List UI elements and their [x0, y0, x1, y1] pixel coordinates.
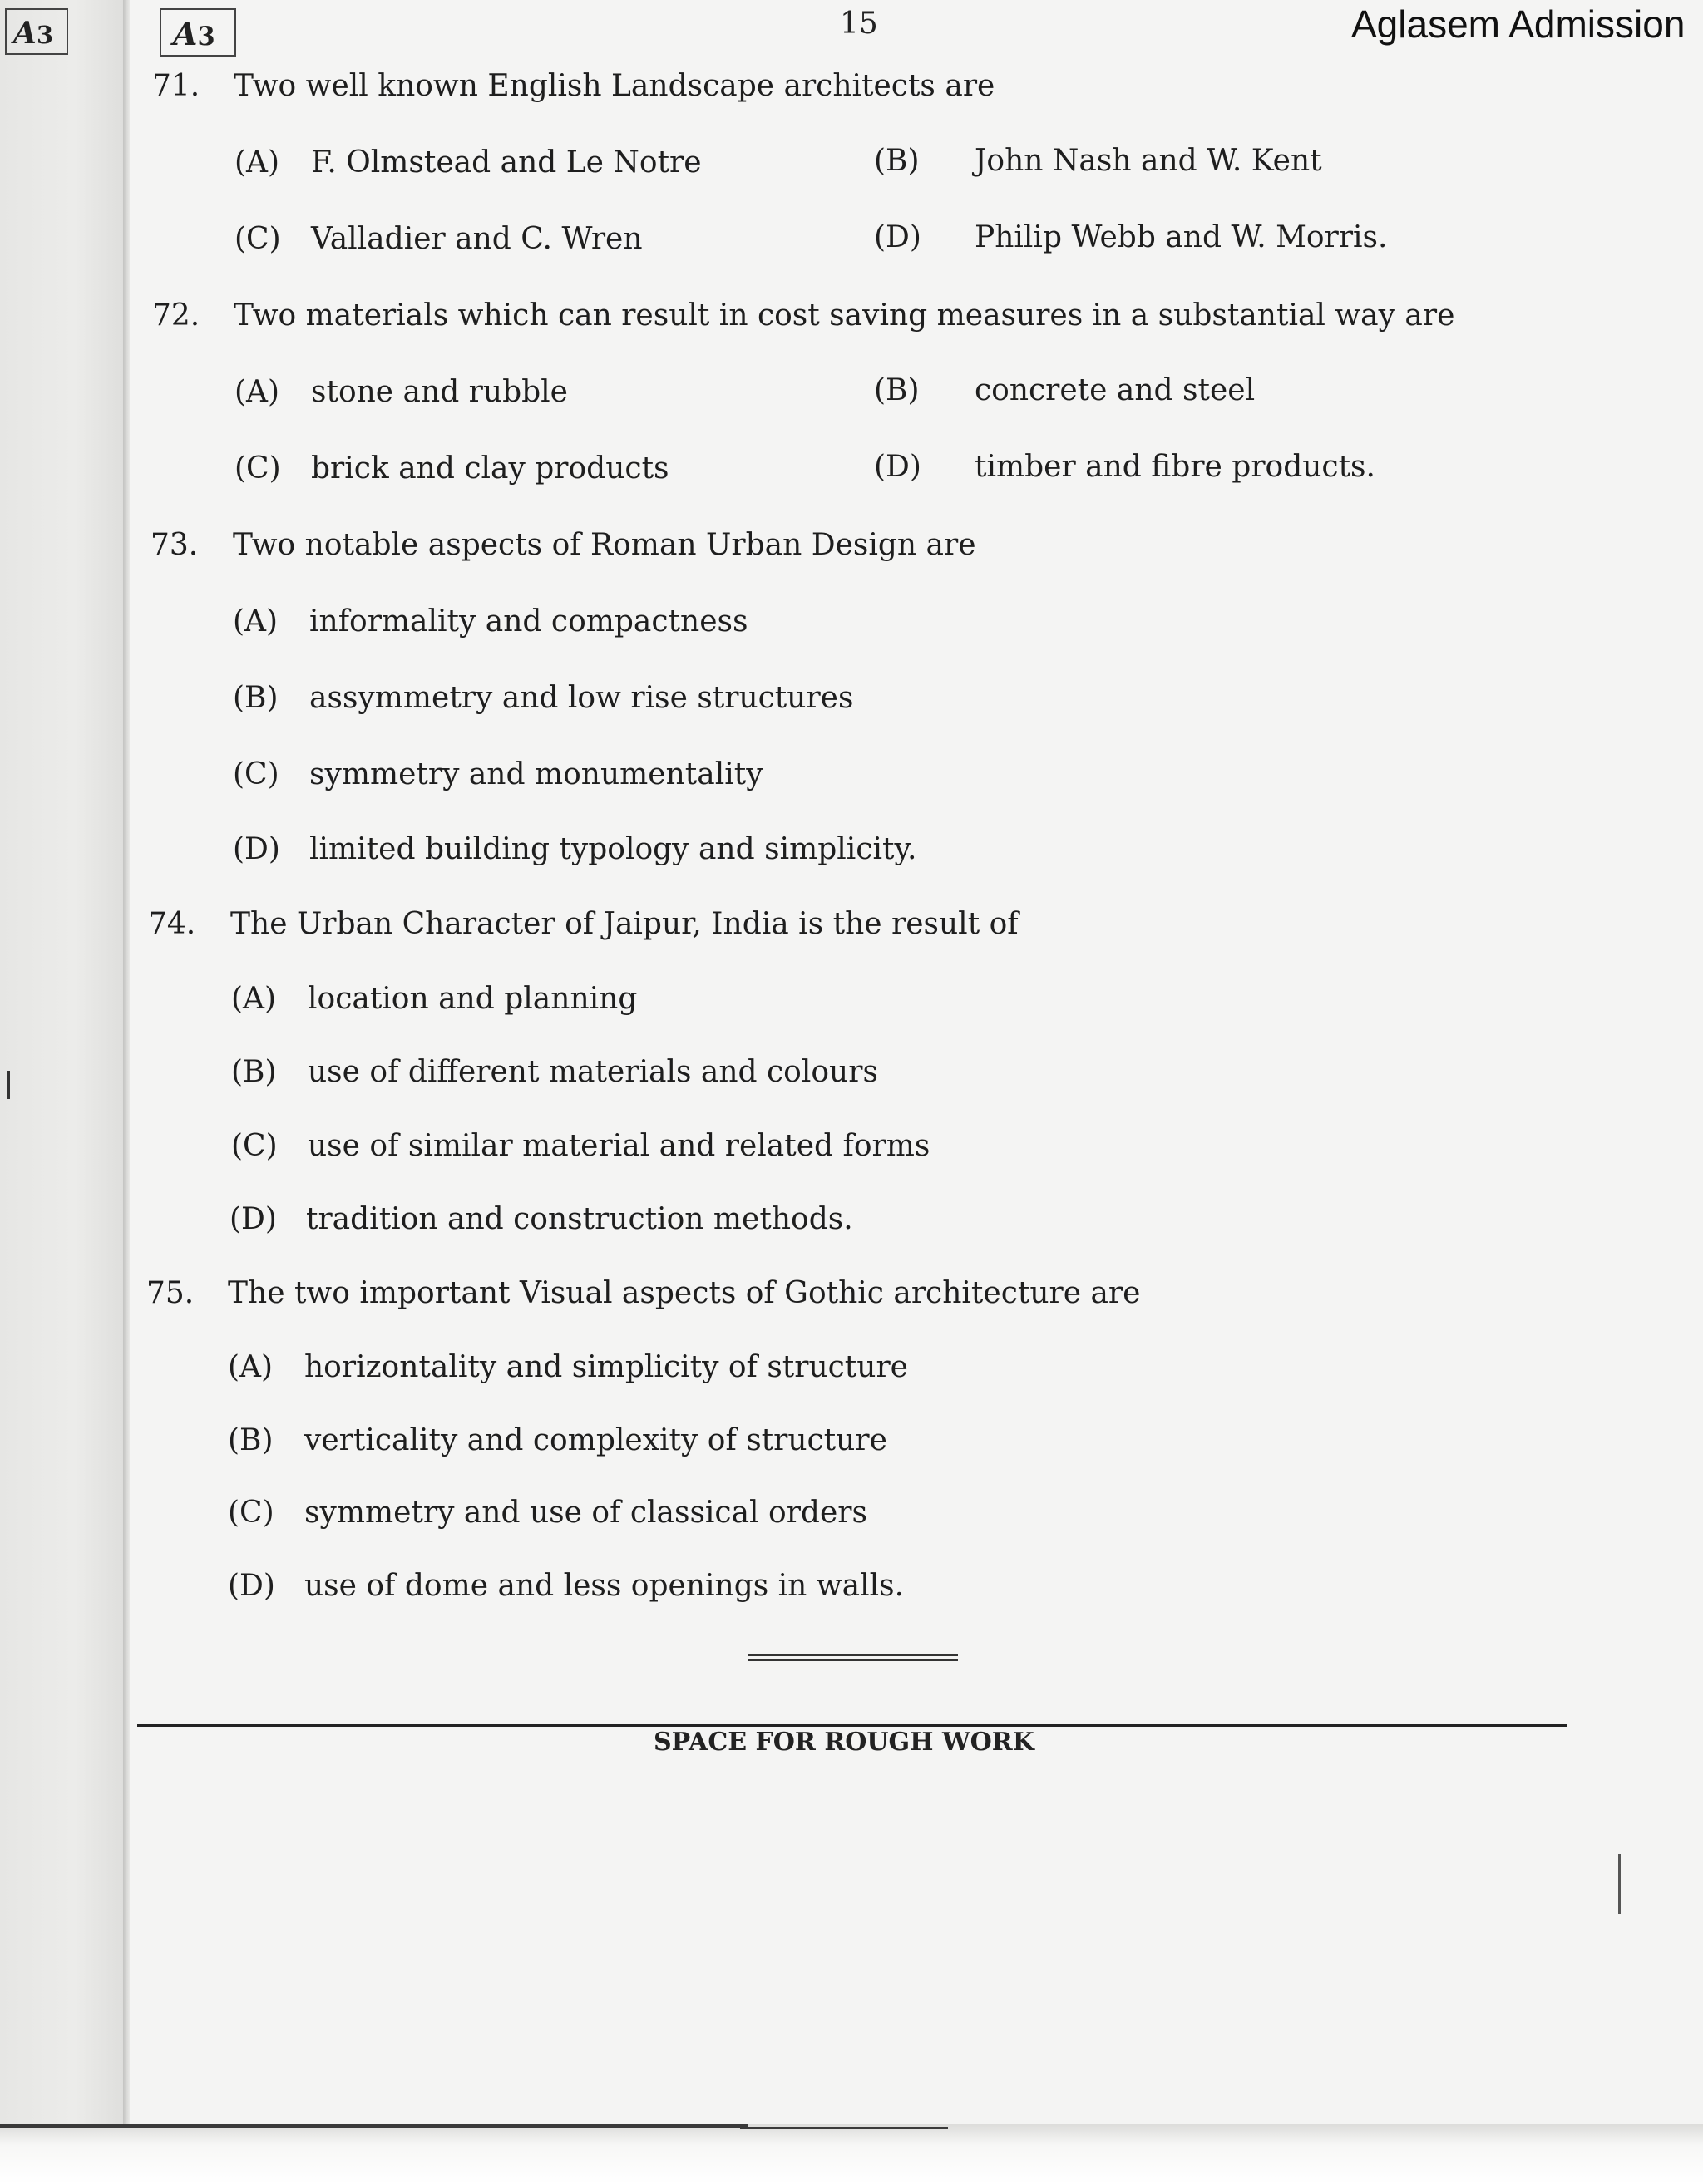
option-letter: (C): [234, 222, 281, 256]
question-number: 74.: [148, 907, 196, 941]
margin-mark: [1618, 1854, 1621, 1914]
option-text: symmetry and monumentality: [309, 757, 763, 791]
series-code-box: [160, 8, 236, 57]
option-text: informality and compactness: [309, 604, 748, 638]
option-text: stone and rubble: [311, 375, 568, 409]
margin-mark: [7, 1071, 10, 1099]
option-letter: (B): [231, 1055, 277, 1089]
option-letter: (D): [228, 1569, 275, 1603]
option-text: timber and fibre products.: [975, 450, 1375, 484]
option-letter: (D): [230, 1202, 277, 1236]
option-letter: (C): [231, 1129, 278, 1163]
page-bottom-border: [740, 2127, 948, 2129]
series-number: 3: [36, 21, 53, 49]
option-letter: (A): [234, 145, 280, 180]
question-text: Two well known English Landscape architects are: [234, 69, 995, 103]
end-of-questions-rule: [748, 1654, 958, 1661]
option-letter: (D): [874, 220, 921, 254]
option-text: use of different materials and colours: [308, 1055, 878, 1089]
page-number: 15: [840, 7, 878, 41]
page-bottom-border: [0, 2124, 748, 2128]
watermark-text: Aglasem Admission: [1351, 2, 1686, 46]
option-text: tradition and construction methods.: [306, 1202, 853, 1236]
option-text: Valladier and C. Wren: [311, 222, 643, 256]
question-text: Two notable aspects of Roman Urban Design are: [233, 528, 976, 562]
option-letter: (A): [231, 982, 277, 1016]
series-code-box-left: [5, 8, 68, 55]
question-number: 73.: [151, 528, 199, 562]
question-text: The Urban Character of Jaipur, India is the result of: [230, 907, 1019, 941]
option-letter: (B): [874, 144, 920, 178]
page-bottom-edge: [0, 2124, 1703, 2184]
option-letter: (A): [234, 375, 280, 409]
option-letter: (B): [233, 681, 279, 715]
series-number: 3: [197, 22, 215, 52]
question-number: 75.: [146, 1276, 195, 1310]
option-text: use of similar material and related forms: [308, 1129, 930, 1163]
option-text: verticality and complexity of structure: [304, 1423, 887, 1457]
option-text: horizontality and simplicity of structure: [304, 1350, 908, 1384]
page-fold-shadow: [123, 0, 130, 2132]
page-margin-strip: [0, 0, 125, 2145]
option-text: F. Olmstead and Le Notre: [311, 145, 702, 180]
option-letter: (C): [228, 1496, 274, 1530]
question-number: 71.: [152, 69, 200, 103]
option-letter: (C): [233, 757, 279, 791]
option-letter: (C): [234, 451, 281, 486]
question-text: The two important Visual aspects of Gothic architecture are: [228, 1276, 1141, 1310]
series-letter: A: [13, 16, 37, 51]
option-text: Philip Webb and W. Morris.: [975, 220, 1388, 254]
option-text: assymmetry and low rise structures: [309, 681, 854, 715]
option-text: concrete and steel: [975, 373, 1256, 407]
question-text: Two materials which can result in cost saving measures in a substantial way are: [234, 298, 1455, 333]
option-letter: (B): [874, 373, 920, 407]
series-letter: A: [173, 15, 198, 52]
option-letter: (B): [228, 1423, 274, 1457]
option-letter: (D): [874, 450, 921, 484]
rough-work-label: SPACE FOR ROUGH WORK: [654, 1728, 1034, 1757]
option-text: brick and clay products: [311, 451, 669, 486]
option-text: symmetry and use of classical orders: [304, 1496, 867, 1530]
option-letter: (A): [233, 604, 279, 638]
option-text: location and planning: [308, 982, 638, 1016]
rough-work-divider: [137, 1724, 1567, 1727]
option-letter: (D): [233, 832, 280, 866]
option-text: limited building typology and simplicity.: [309, 832, 917, 866]
option-text: John Nash and W. Kent: [975, 144, 1322, 178]
option-letter: (A): [228, 1350, 274, 1384]
question-number: 72.: [152, 298, 200, 333]
option-text: use of dome and less openings in walls.: [304, 1569, 905, 1603]
